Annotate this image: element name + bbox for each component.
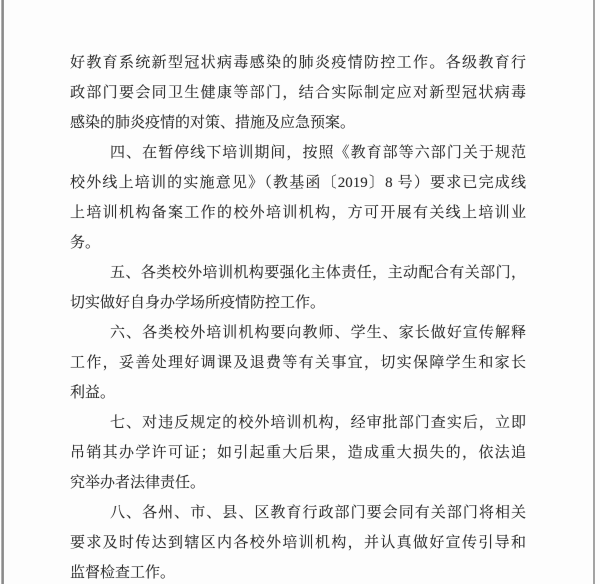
document-line: 利益。: [70, 385, 116, 401]
document-line: 监督检查工作。: [70, 565, 176, 581]
document-line: 校外线上培训的实施意见》（教基函〔2019〕8 号）要求已完成线: [70, 175, 526, 191]
document-line-paragraph-5-start: 五、各类校外培训机构要强化主体责任，主动配合有关部门，: [110, 265, 526, 281]
document-line: 务。: [70, 235, 101, 251]
page-left-edge-line: [1, 0, 4, 584]
document-line: 工作，妥善处理好调课及退费等有关事宜，切实保障学生和家长: [70, 355, 526, 371]
document-line: 好教育系统新型冠状病毒感染的肺炎疫情防控工作。各级教育行: [70, 55, 526, 71]
document-line: 感染的肺炎疫情的对策、措施及应急预案。: [70, 115, 356, 131]
document-line-paragraph-4-start: 四、在暂停线下培训期间，按照《教育部等六部门关于规范: [110, 145, 526, 161]
document-line: 要求及时传达到辖区内各校外培训机构，并认真做好宣传引导和: [70, 535, 526, 551]
document-line-paragraph-7-start: 七、对违反规定的校外培训机构，经审批部门查实后，立即: [110, 415, 526, 431]
document-line: 吊销其办学许可证；如引起重大后果，造成重大损失的，依法追: [70, 445, 526, 461]
document-line: 究举办者法律责任。: [70, 475, 206, 491]
document-line-paragraph-8-start: 八、各州、市、县、区教育行政部门要会同有关部门将相关: [110, 505, 526, 521]
document-line: 上培训机构备案工作的校外培训机构，方可开展有关线上培训业: [70, 205, 526, 221]
document-line-paragraph-6-start: 六、各类校外培训机构要向教师、学生、家长做好宣传解释: [110, 325, 526, 341]
document-content: [70, 48, 526, 584]
page-right-edge-line: [593, 0, 595, 584]
document-line: 切实做好自身办学场所疫情防控工作。: [70, 295, 326, 311]
document-line: 政部门要会同卫生健康等部门，结合实际制定应对新型冠状病毒: [70, 85, 526, 101]
